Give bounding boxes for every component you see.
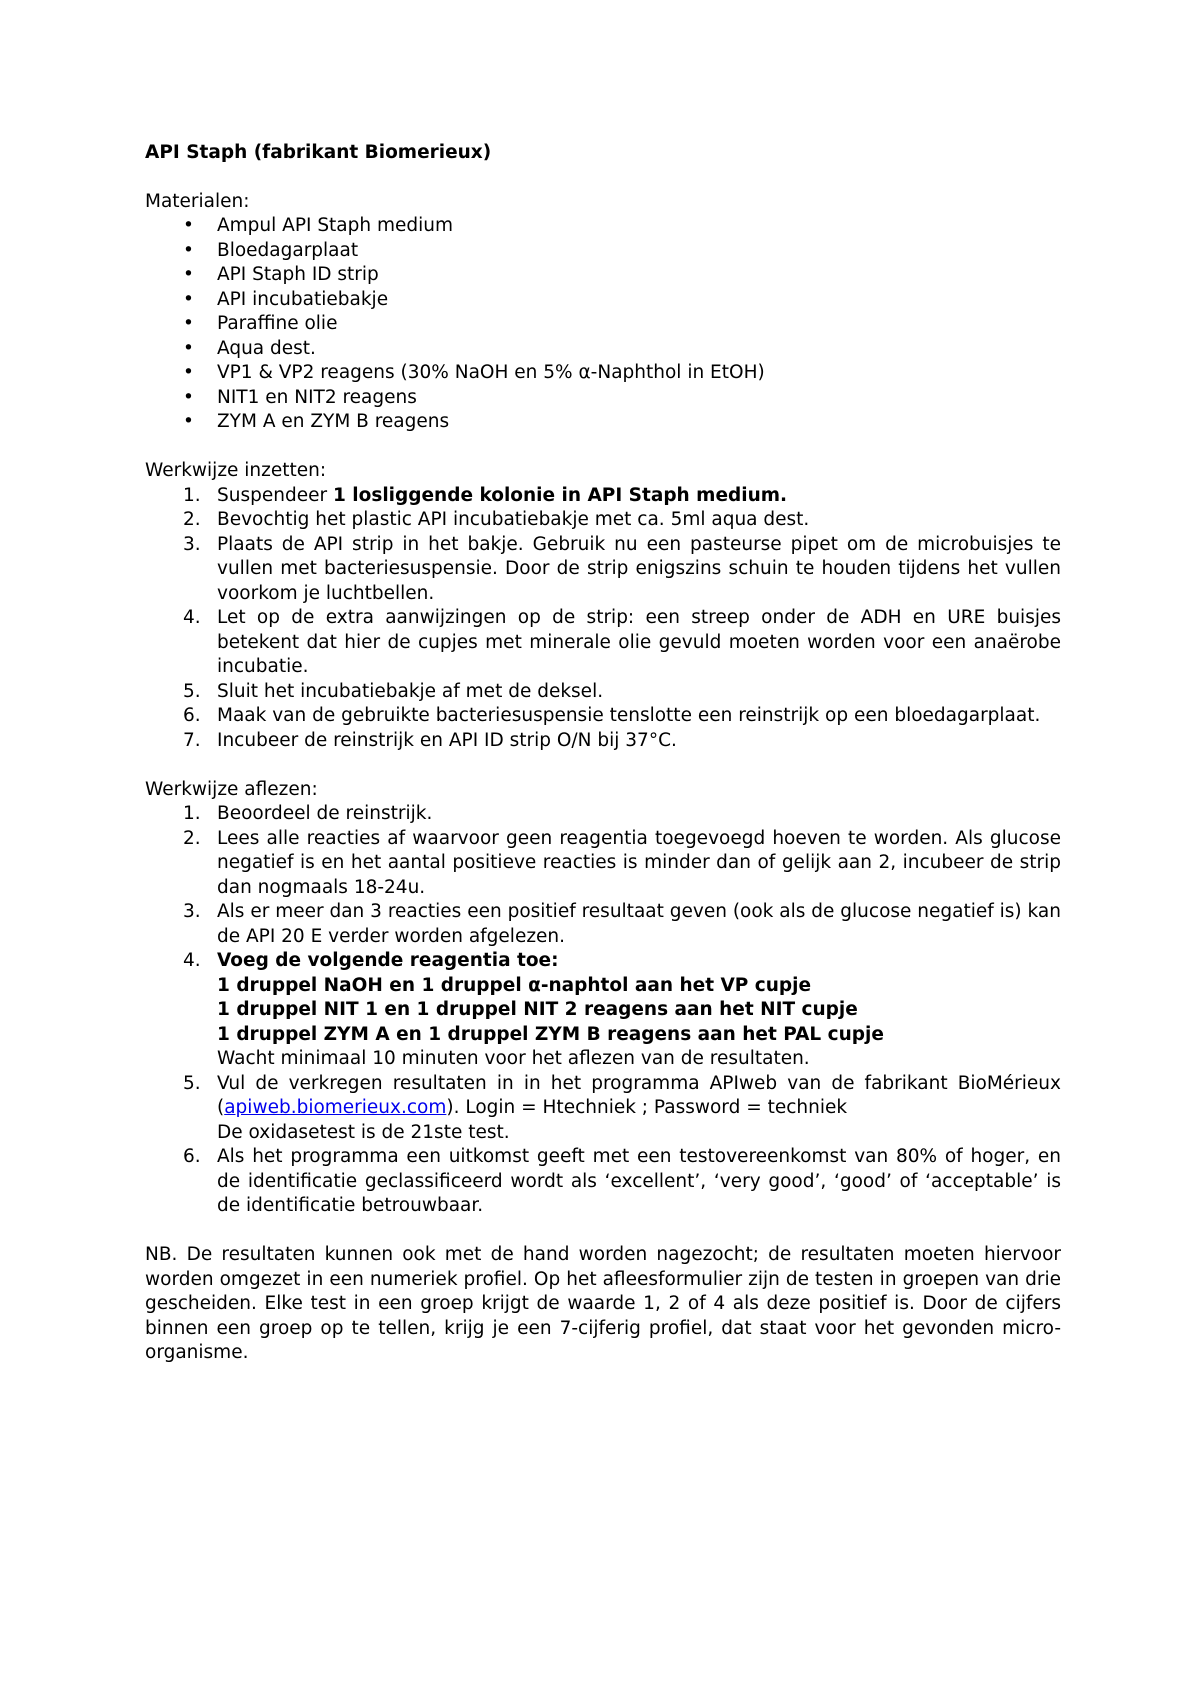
step-number: 3. (183, 901, 201, 922)
step-text: Incubeer de reinstrijk en API ID strip O/N bij 37°C. (217, 729, 677, 751)
setup-heading: Werkwijze inzetten: (145, 460, 327, 481)
list-item (145, 680, 1061, 705)
list-item: • Aqua dest. (145, 337, 1061, 362)
reagent-instruction: 1 druppel NaOH en 1 druppel α-naphtol aan het VP cupje (217, 974, 812, 996)
step-number: 6. (183, 705, 201, 726)
list-item (145, 949, 1061, 1072)
list-item (145, 1072, 1061, 1146)
step-text: Wacht minimaal 10 minuten voor het aflezen van de resultaten. (217, 1048, 810, 1069)
step-text-bold: 1 losliggende kolonie in API Staph medium. (332, 484, 788, 506)
step-number: 1. (183, 803, 201, 824)
step-text: Vul de verkregen resultaten in in het programma APIweb van de fabrikant BioMérieux ( (217, 1072, 1061, 1118)
step-number: 5. (183, 680, 201, 702)
step-number: 6. (183, 1146, 201, 1167)
step-text: Sluit het incubatiebakje af met de deksel. (217, 680, 604, 702)
list-item: • Ampul API Staph medium (145, 214, 1061, 239)
materials-heading: Materialen: (145, 190, 250, 212)
step-text: Als er meer dan 3 reacties een positief resultaat geven (ook als de glucose negatief is) kan de API 20 E verder worden afgelezen. (217, 901, 1061, 947)
list-item: • API Staph ID strip (145, 263, 1061, 288)
list-item (145, 900, 1061, 949)
materials-list (145, 214, 1061, 435)
step-number: 5. (183, 1072, 201, 1094)
list-item (145, 533, 1061, 607)
list-item: • ZYM A en ZYM B reagens (145, 410, 1061, 435)
step-text: Let op de extra aanwijzingen op de strip: een streep onder de ADH en URE buisjes betekent dat hier de cupjes met minerale olie gevuld moeten worden voor een anaërobe incubatie. (217, 607, 1061, 677)
login-text: ). Login = Htechniek ; Password = techniek (446, 1097, 848, 1118)
reagent-instruction: Voeg de volgende reagentia toe: (217, 950, 559, 971)
reading-steps (145, 802, 1061, 1219)
list-item (145, 508, 1061, 533)
apiweb-link[interactable]: apiweb.biomerieux.com (224, 1097, 447, 1118)
list-item (145, 484, 1061, 509)
list-item: • Bloedagarplaat (145, 239, 1061, 264)
list-item: • VP1 & VP2 reagens (30% NaOH en 5% α-Naphthol in EtOH) (145, 361, 1061, 386)
reagent-instruction: 1 druppel ZYM A en 1 druppel ZYM B reagens aan het PAL cupje (217, 1023, 884, 1045)
step-number: 2. (183, 827, 201, 849)
step-text: Plaats de API strip in het bakje. Gebruik nu een pasteurse pipet om de microbuisjes te vullen met bacteriesuspensie. Door de strip enigszins schuin te houden tijdens het vullen voorkom je luchtbellen. (217, 533, 1061, 604)
list-item (145, 802, 1061, 827)
step-text: Als het programma een uitkomst geeft met een testovereenkomst van 80% of hoger, en de identificatie geclassificeerd wordt als ‘excellent’, ‘very good’, ‘good’ of ‘acceptable’ is de identificatie betrouwbaar. (217, 1146, 1061, 1216)
step-text: Lees alle reacties af waarvoor geen reagentia toegevoegd hoeven te worden. Als glucose negatief is en het aantal positieve reacties is minder dan of gelijk aan 2, incubeer de strip dan nogmaals 18-24u. (217, 827, 1061, 898)
step-number: 4. (183, 950, 201, 971)
step-text: Beoordeel de reinstrijk. (217, 803, 433, 824)
list-item (145, 606, 1061, 680)
step-text: Maak van de gebruikte bacteriesuspensie tenslotte een reinstrijk op een bloedagarplaat. (217, 705, 1041, 726)
step-number: 1. (183, 484, 201, 506)
step-number: 2. (183, 509, 201, 530)
step-number: 4. (183, 607, 201, 628)
list-item: • API incubatiebakje (145, 288, 1061, 313)
document-title: API Staph (fabrikant Biomerieux) (145, 142, 492, 163)
step-text: Suspendeer (217, 484, 333, 506)
reagent-instruction: 1 druppel NIT 1 en 1 druppel NIT 2 reagens aan het NIT cupje (217, 999, 858, 1020)
list-item: • NIT1 en NIT2 reagens (145, 386, 1061, 411)
step-text: De oxidasetest is de 21ste test. (217, 1121, 510, 1143)
setup-steps (145, 484, 1061, 754)
list-item (145, 1145, 1061, 1219)
list-item (145, 827, 1061, 901)
note-paragraph: NB. De resultaten kunnen ook met de hand worden nagezocht; de resultaten moeten hiervoor worden omgezet in een numeriek profiel. Op het afleesformulier zijn de testen in groepen van drie gescheiden. Elke test in een groep krijgt de waarde 1, 2 of 4 als deze positief is. Door de cijfers binnen een groep op te tellen, krijg je een 7-cijferig profiel, dat staat voor het gevonden micro-organisme. (145, 1244, 1061, 1363)
list-item (145, 704, 1061, 729)
list-item (145, 729, 1061, 754)
step-number: 7. (183, 729, 201, 751)
list-item: • Paraffine olie (145, 312, 1061, 337)
reading-heading: Werkwijze aflezen: (145, 778, 318, 800)
step-text: Bevochtig het plastic API incubatiebakje met ca. 5ml aqua dest. (217, 509, 810, 530)
step-number: 3. (183, 533, 201, 555)
